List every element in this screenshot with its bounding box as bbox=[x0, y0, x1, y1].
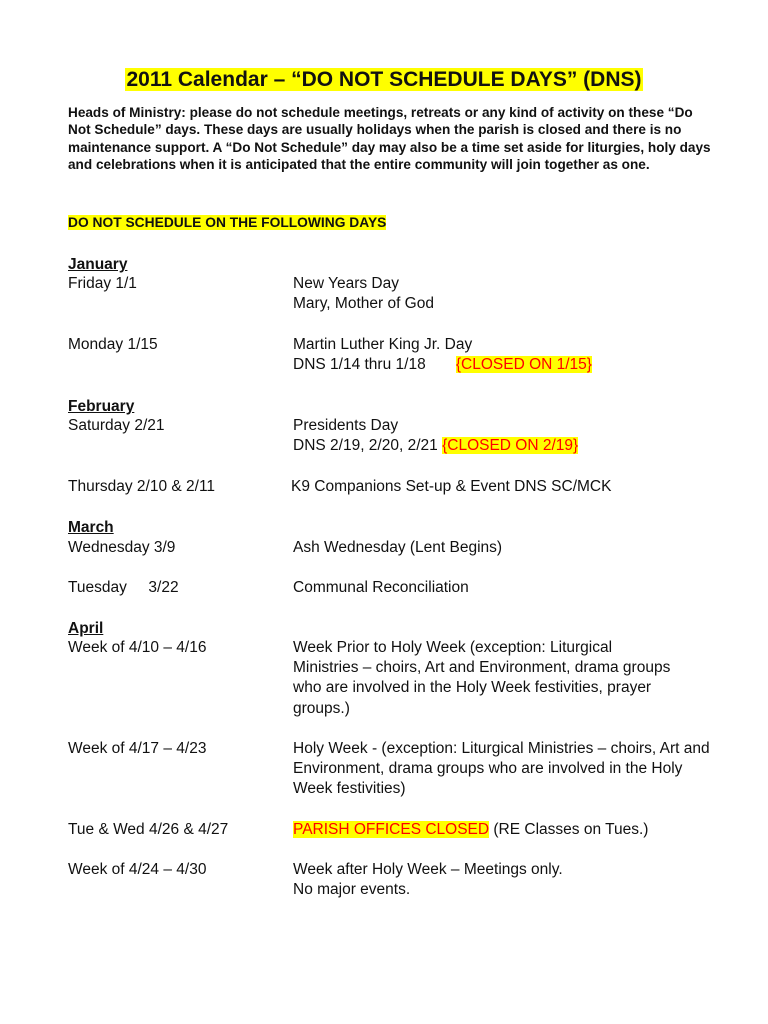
entry-line bbox=[293, 436, 713, 456]
entry-line: K9 Companions Set-up & Event DNS SC/MCK bbox=[291, 478, 612, 495]
entry-date: Saturday 2/21 bbox=[68, 417, 165, 434]
dns-heading-text: DO NOT SCHEDULE ON THE FOLLOWING DAYS bbox=[68, 215, 387, 230]
entry-date: Wednesday 3/9 bbox=[68, 539, 176, 556]
entry-description bbox=[293, 638, 678, 719]
entry-date: Tue & Wed 4/26 & 4/27 bbox=[68, 821, 229, 838]
entry-line-text: DNS 1/14 thru 1/18 bbox=[293, 356, 456, 374]
closed-notice: {CLOSED ON 1/15} bbox=[455, 356, 592, 374]
entry-description bbox=[293, 416, 713, 456]
month-heading-march: March bbox=[68, 519, 114, 536]
entry-line: No major events. bbox=[293, 881, 411, 899]
entry-description bbox=[291, 477, 711, 497]
entry-date: Week of 4/17 – 4/23 bbox=[68, 740, 207, 757]
entry-description bbox=[293, 860, 713, 900]
entry-text: Holy Week - (exception: Liturgical Ministries – choirs, Art and Environment, drama groups who are involved in the Holy Week festivities) bbox=[293, 740, 710, 798]
entry-line: Mary, Mother of God bbox=[293, 295, 434, 313]
month-heading-april: April bbox=[68, 620, 104, 637]
entry-line: Communal Reconciliation bbox=[293, 579, 469, 596]
page-title bbox=[0, 66, 768, 94]
entry-description bbox=[293, 335, 713, 375]
entry-date: Friday 1/1 bbox=[68, 275, 137, 292]
entry-line bbox=[293, 355, 713, 375]
entry-line: Week after Holy Week – Meetings only. bbox=[293, 861, 563, 878]
month-heading-january: January bbox=[68, 256, 128, 273]
dns-heading bbox=[68, 214, 386, 232]
intro-paragraph: Heads of Ministry: please do not schedule meetings, retreats or any kind of activity on these “Do Not Schedule” days. These days are usually holidays when the parish is closed and there is no maintenance support. A “Do Not Schedule” day may also be a time set aside for liturgies, holy days and celebrations when it is anticipated that the entire community will join together as one. bbox=[68, 105, 711, 173]
entry-description bbox=[293, 274, 713, 314]
entry-line: Martin Luther King Jr. Day bbox=[293, 336, 473, 353]
entry-line-text: DNS 2/19, 2/20, 2/21 bbox=[293, 437, 443, 455]
entry-description bbox=[293, 739, 713, 800]
closed-notice: {CLOSED ON 2/19} bbox=[442, 437, 579, 455]
entry-date: Tuesday 3/22 bbox=[68, 579, 179, 596]
entry-date: Thursday 2/10 & 2/11 bbox=[68, 478, 216, 495]
page-title-text: 2011 Calendar – “DO NOT SCHEDULE DAYS” (DNS) bbox=[126, 68, 642, 91]
entry-line-text: (RE Classes on Tues.) bbox=[489, 821, 649, 838]
entry-description bbox=[293, 578, 713, 598]
entry-line: New Years Day bbox=[293, 275, 399, 292]
entry-description bbox=[293, 538, 713, 558]
entry-line bbox=[293, 820, 713, 840]
closed-notice: PARISH OFFICES CLOSED bbox=[293, 821, 490, 838]
entry-date: Week of 4/24 – 4/30 bbox=[68, 861, 207, 878]
entry-line: Presidents Day bbox=[293, 417, 399, 434]
entry-date: Week of 4/10 – 4/16 bbox=[68, 639, 207, 656]
entry-text: Week Prior to Holy Week (exception: Liturgical Ministries – choirs, Art and Environment, drama groups who are involved in the Holy Week festivities, prayer groups.) bbox=[293, 639, 671, 717]
month-heading-february: February bbox=[68, 398, 135, 415]
entry-line: Ash Wednesday (Lent Begins) bbox=[293, 539, 503, 556]
entry-description bbox=[293, 820, 713, 840]
entry-date: Monday 1/15 bbox=[68, 336, 158, 353]
